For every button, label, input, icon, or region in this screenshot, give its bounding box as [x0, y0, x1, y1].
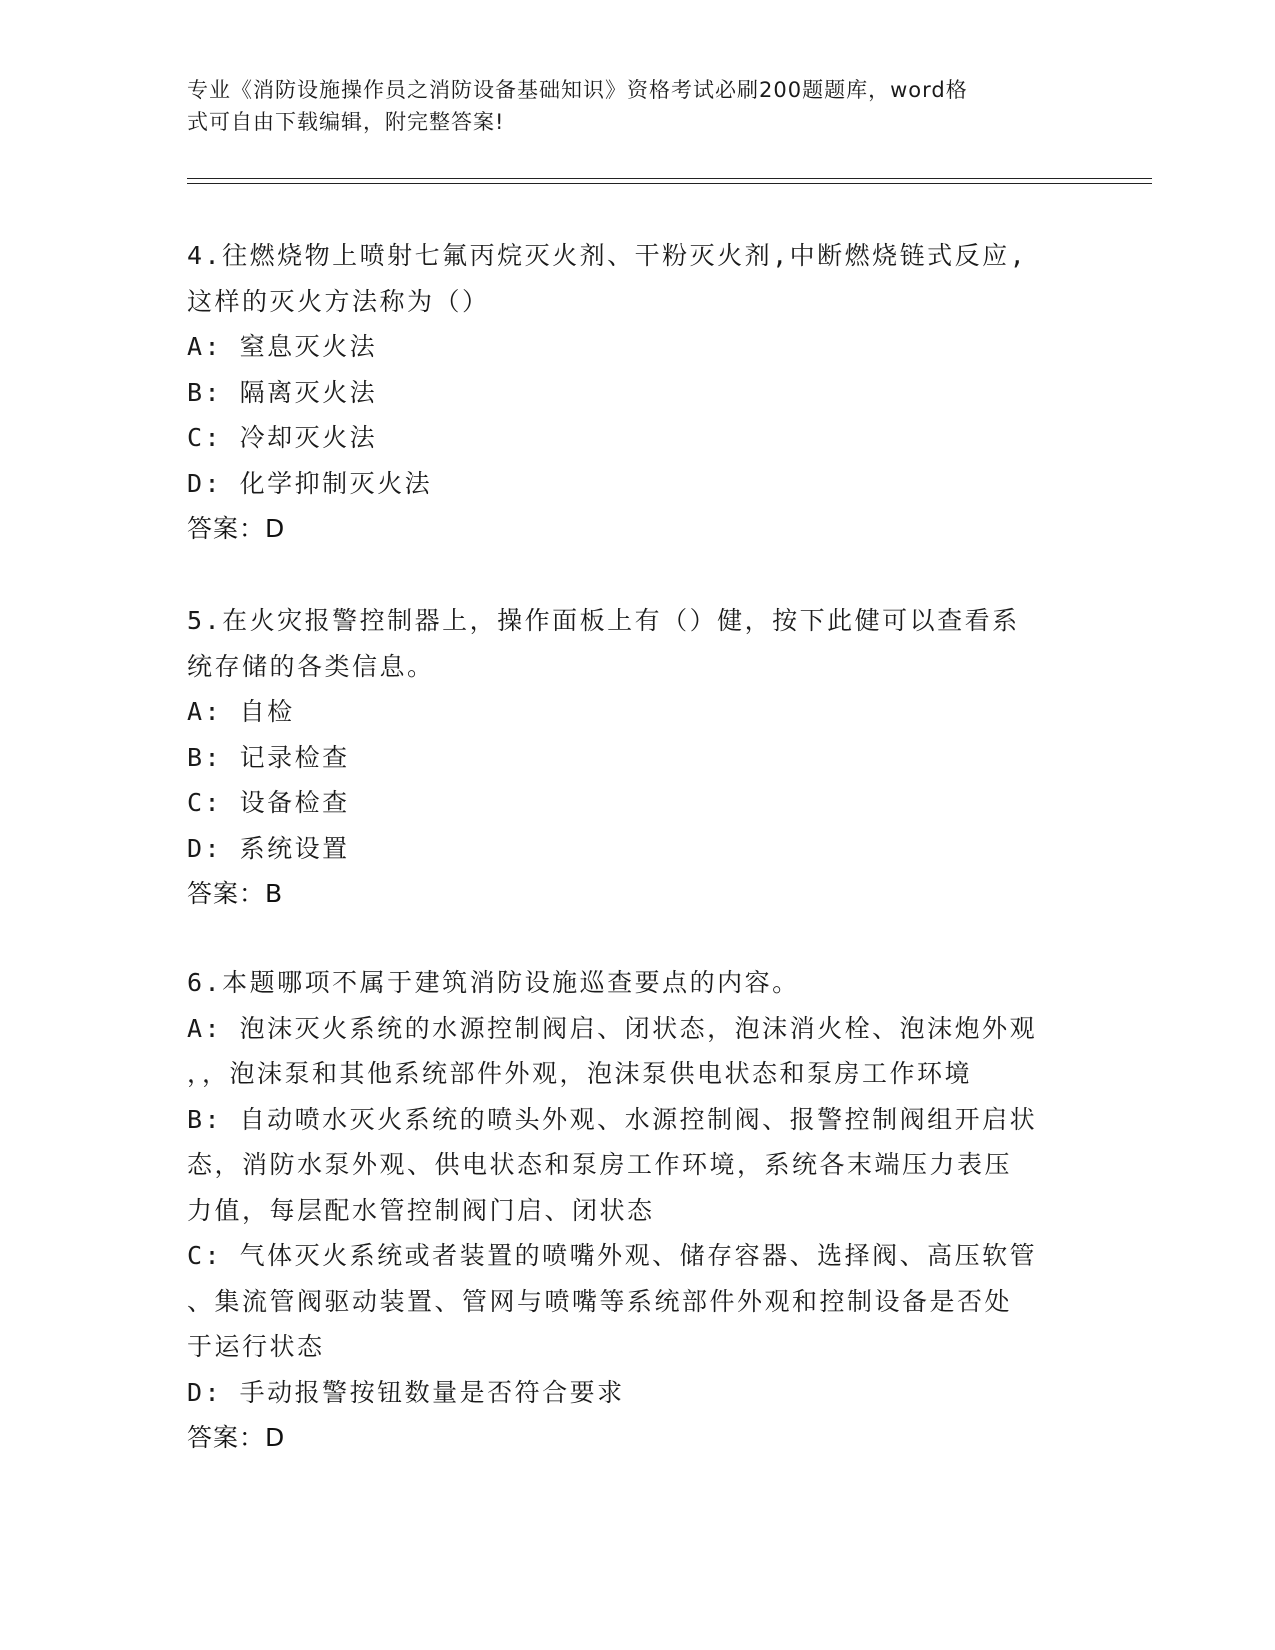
option-b-line: 力值，每层配水管控制阀门启、闭状态 — [187, 1195, 655, 1225]
question-6 — [187, 960, 1087, 1461]
header-line-1: 专业《消防设施操作员之消防设备基础知识》资格考试必刷200题题库，word格 — [187, 78, 968, 102]
question-4 — [187, 233, 1087, 552]
header-line-2: 式可自由下载编辑，附完整答案! — [187, 110, 505, 134]
question-stem-line: 统存储的各类信息。 — [187, 651, 435, 681]
option-b: B: 隔离灭火法 — [187, 377, 378, 407]
option-a-line: A: 泡沫灭火系统的水源控制阀启、闭状态，泡沫消火栓、泡沫炮外观 — [187, 1013, 1038, 1043]
answer-label: 答案：B — [187, 879, 284, 908]
option-b-line: B: 自动喷水灭火系统的喷头外观、水源控制阀、报警控制阀组开启状 — [187, 1104, 1038, 1134]
option-a-line: ，，泡沫泵和其他系统部件外观，泡沫泵供电状态和泵房工作环境 — [187, 1059, 973, 1088]
answer-label: 答案：D — [187, 1423, 286, 1452]
option-c-line: 于运行状态 — [187, 1332, 325, 1361]
option-b-line: 态，消防水泵外观、供电状态和泵房工作环境，系统各末端压力表压 — [187, 1150, 1013, 1179]
answer-label: 答案：D — [187, 514, 286, 543]
option-a: A: 自检 — [187, 697, 295, 726]
option-c-line: 、集流管阀驱动装置、管网与喷嘴等系统部件外观和控制设备是否处 — [187, 1286, 1013, 1316]
option-b: B: 记录检查 — [187, 742, 350, 772]
question-stem-line: 4.往燃烧物上喷射七氟丙烷灭火剂、干粉灭火剂,中断燃烧链式反应, — [187, 241, 1028, 270]
option-d: D: 系统设置 — [187, 833, 350, 863]
option-a: A: 窒息灭火法 — [187, 332, 378, 361]
question-stem-line: 6.本题哪项不属于建筑消防设施巡查要点的内容。 — [187, 968, 800, 997]
question-stem-line: 5.在火灾报警控制器上，操作面板上有（）健，按下此健可以查看系 — [187, 606, 1020, 635]
option-c: C: 冷却灭火法 — [187, 423, 378, 452]
option-c-line: C: 气体灭火系统或者装置的喷嘴外观、储存容器、选择阀、高压软管 — [187, 1241, 1038, 1270]
document-header — [187, 74, 1067, 138]
header-divider-bottom — [187, 183, 1152, 184]
question-5 — [187, 598, 1087, 917]
header-divider-top — [187, 178, 1152, 179]
question-stem-line: 这样的灭火方法称为（） — [187, 286, 490, 316]
option-c: C: 设备检查 — [187, 788, 350, 817]
option-d-line: D: 手动报警按钮数量是否符合要求 — [187, 1377, 625, 1407]
option-d: D: 化学抑制灭火法 — [187, 468, 433, 498]
